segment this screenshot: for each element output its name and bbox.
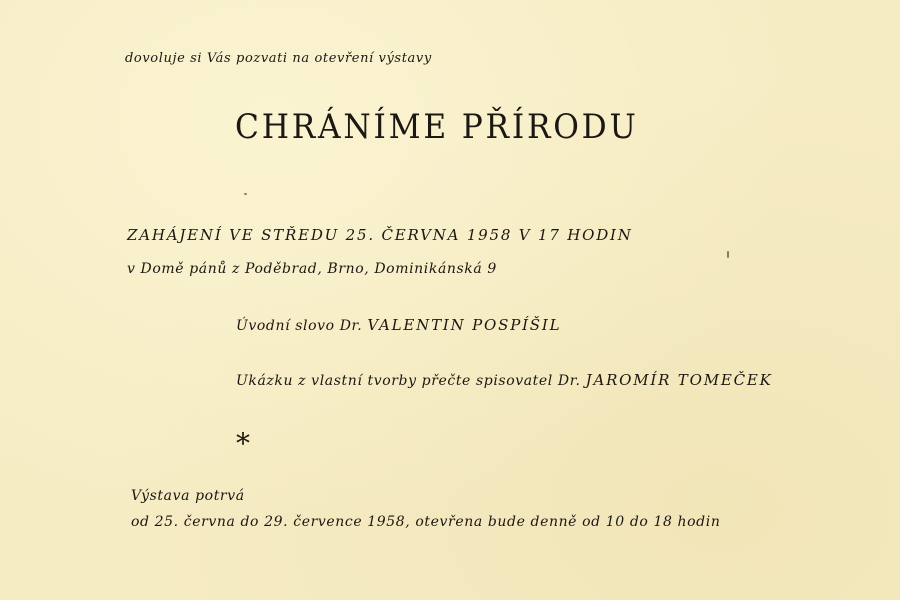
- opening-speech-prefix: Úvodní slovo Dr.: [236, 318, 363, 334]
- separator-asterisk: *: [236, 427, 250, 460]
- duration-label: Výstava potrvá: [131, 488, 245, 504]
- opening-date-line: ZAHÁJENÍ VE STŘEDU 25. ČERVNA 1958 V 17 HODIN: [127, 226, 633, 244]
- paper-speck: [727, 251, 729, 258]
- reading-author-name: JAROMÍR TOMEČEK: [585, 371, 773, 389]
- reading-prefix: Ukázku z vlastní tvorby přečte spisovatel Dr.: [236, 373, 581, 389]
- venue-line: v Domě pánů z Poděbrad, Brno, Dominikánská 9: [127, 261, 497, 277]
- opening-speaker-name: VALENTIN POSPÍŠIL: [367, 316, 562, 334]
- invitation-intro: dovoluje si Vás pozvati na otevření výstavy: [125, 51, 432, 66]
- reading-line: [236, 373, 773, 388]
- exhibition-title: CHRÁNÍME PŘÍRODU: [235, 107, 639, 147]
- opening-speech-line: [236, 318, 561, 333]
- duration-text: od 25. června do 29. července 1958, otevřena bude denně od 10 do 18 hodin: [131, 514, 721, 530]
- paper-speck: [244, 193, 247, 195]
